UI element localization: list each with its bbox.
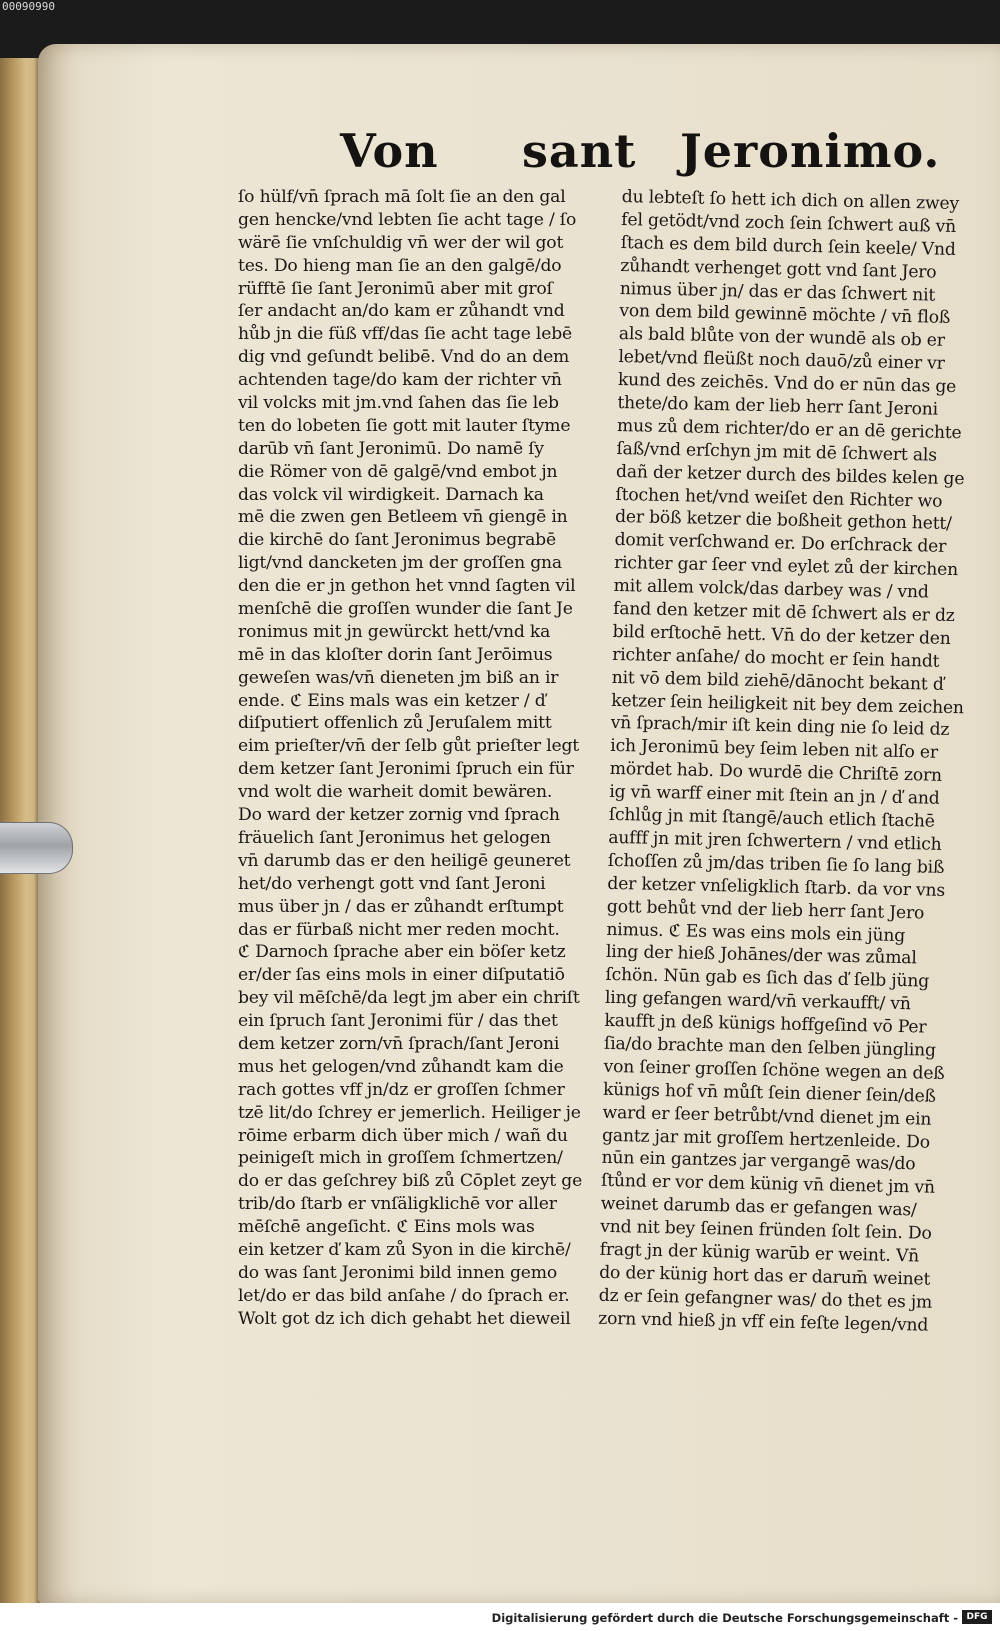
text-line: ich Jeronimū bey ſeim leben nit alſo er [610,736,939,764]
text-line: dem ketzer zorn/vn̄ ſprach/ſant Jeroni [238,1033,560,1054]
text-line: das er fürbaß nicht mer reden mocht. [238,919,560,940]
text-line: ling der hieß Johānes/der was zůmal [605,942,917,969]
text-line: mus über jn / das er zůhandt erſtumpt [238,896,564,917]
right-column [598,186,977,1338]
text-line: nit vō dem bild ziehē/dānocht bekant ď [611,667,944,695]
text-line: ſchoſſen zů jm/das triben ſie ſo lang biß [607,850,945,878]
text-line: als bald blůte von der wundē als ob er [618,324,945,352]
text-line: ſtach es dem bild durch ſein keele/ Vnd [620,232,956,260]
text-line: das volck vil wirdigkeit. Darnach ka [238,484,544,505]
text-line: dz er ſein gefangner was/ do thet es jm [598,1285,933,1313]
footer-credit: Digitalisierung gefördert durch die Deutsche Forschungsgemeinschaft - [491,1611,958,1625]
text-line: ſchlůg jn mit ſtangē/auch etlich ſtachē [608,804,935,832]
text-line: richter gar ſeer vnd eylet zů der kirchen [613,553,959,581]
text-line: ſtůnd er vor dem künig vn̄ dienet jm vn̄ [600,1171,936,1199]
text-line: ein ſpruch ſant Jeronimi für / das thet [238,1011,558,1032]
text-line: vnd wolt die warheit domit bewären. [238,782,553,803]
text-line: darūb vn̄ ſant Jeronimū. Do namē ſy [238,438,544,459]
text-line: let/do er das bild anſahe / do ſprach er. [238,1285,570,1306]
text-line: künigs hof vn̄ můſt ſein diener ſein/deß [602,1079,937,1107]
text-line: Do ward der ketzer zornig vnd ſprach [238,805,560,826]
text-line: der böß ketzer die boßheit gethon hett/ [614,507,952,535]
text-line: vnd nit bey ſeinen fründen ſolt ſein. Do [599,1216,932,1244]
text-line: weinet darumb das er gefangen was/ [600,1193,917,1221]
text-line: diſputiert offenlich zů Jeruſalem mitt [238,713,552,734]
text-line: Wolt got dz ich dich gehabt het dieweil [238,1308,571,1329]
text-line: kund des zeichēs. Vnd do er nūn das ge [617,370,957,398]
header-word-von: Von [340,124,439,178]
text-line: achtenden tage/do kam der richter vn̄ [238,370,562,391]
text-line: mus zů dem richter/do er an dē gerichte [616,415,962,444]
text-line: die kirchē do ſant Jeronimus begrabē [238,530,556,551]
text-line: von ſeiner groſſen ſchöne wegen an deß [603,1056,945,1084]
text-line: ig vn̄ warff einer mit ſtein an jn / ď and [609,782,940,809]
text-line: ronimus mit jn gewürckt hett/vnd ka [238,621,551,642]
header-word-jeronimo: Jeronimo. [680,124,941,178]
text-line: du lebteſt ſo hett ich dich on allen zwey [621,186,960,215]
text-line: fräuelich ſant Jeronimus het gelogen [238,827,551,848]
text-line: der ketzer vnſeligklich ſtarb. da vor vns [607,873,946,901]
text-line: von dem bild gewinnē möchte / vn̄ floß [619,301,951,329]
text-line: bey vil mēſchē/da legt jm aber ein chriſt [238,988,580,1009]
text-line: vil volcks mit jm.vnd ſahen das ſie leb [238,393,559,414]
text-line: ſia/do brachte man den ſelben jüngling [603,1033,937,1061]
text-line: richter anſahe/ do mocht er ſein handt [611,644,940,672]
text-line: kaufft jn deß künigs hoffgeſind vō Per [604,1010,927,1038]
text-line: ſo hülf/vn̄ ſprach mā ſolt ſie an den gal [238,187,566,207]
text-line: domit verſchwand er. Do erſchrack der [614,530,947,558]
text-line: menſchē die groſſen wunder die ſant Je [238,599,573,620]
text-line: mēſchē angeſicht. ℭ Eins mols was [238,1217,535,1238]
text-line: wärē ſie vnſchuldig vn̄ wer der wil got [238,232,564,253]
footer-bar [0,1603,1000,1631]
text-line: het/do verhengt gott vnd ſant Jeroni [238,873,546,894]
text-line: zůhandt verhenget gott vnd ſant Jero [620,255,937,283]
text-line: peinigeſt mich in groſſem ſchmertzen/ [238,1148,563,1169]
text-line: nimus. ℭ Es was eins mols ein jüng [606,919,906,946]
text-line: fragt jn der künig warūb er weint. Vn̄ [599,1239,920,1267]
text-line: mē die zwen gen Betleem vn̄ giengē in [238,507,568,528]
text-line: ten do lobeten ſie gott mit lauter ſtyme [238,415,571,436]
text-line: ling gefangen ward/vn̄ verkaufft/ vn̄ [604,987,911,1015]
text-line: fand den ketzer mit dē ſchwert als er dz [612,598,955,627]
text-line: tzē lit/do ſchrey er jemerlich. Heiliger je [238,1102,581,1123]
text-line: mit allem volck/das darbey was / vnd [613,576,929,603]
text-line: do er das geſchrey biß zů Cōplet zeyt ge [238,1171,583,1192]
text-line: zorn vnd hieß jn vff ein feſte legen/vnd [598,1308,929,1336]
text-line: dig vnd geſundt belibē. Vnd do an dem [238,347,570,368]
dfg-logo-icon: DFG [962,1610,992,1624]
text-line: trib/do ſtarb er vnſäligklichē vor aller [238,1194,557,1215]
text-line: vn̄ darumb das er den heiligē geuneret [238,850,571,871]
text-line: dañ der ketzer durch des bildes kelen ge [615,461,965,489]
page-clip [0,822,73,874]
text-line: tes. Do hieng man ſie an den galgē/do [238,255,562,276]
text-line: er/der ſas eins mols in einer diſputatiō [238,965,565,986]
text-line: den die er jn gethon het vnnd ſagten vil [238,576,576,597]
text-line: ligt/vnd dancketen jm der groſſen gna [238,553,562,574]
running-header [340,124,941,184]
text-line: ℭ Darnoch ſprache aber ein böſer ketz [238,942,566,963]
text-line: gantz jar mit groſſem hertzenleide. Do [601,1125,931,1153]
text-line: fel getödt/vnd zoch ſein ſchwert auß vn̄ [621,209,957,237]
text-line: aufff jn mit jren ſchwertern / vnd etlich [608,827,942,855]
text-line: rōime erbarm dich über mich / wañ du [238,1125,568,1146]
text-line: mē in das kloſter dorin ſant Jerōimus [238,644,553,665]
text-line: ketzer ſein heiligkeit nit bey dem zeichen [611,690,964,718]
text-line: mördet hab. Do wurdē die Chriſtē zorn [609,759,943,787]
left-column [238,186,590,1331]
text-line: hůb jn die füß vff/das ſie acht tage lebē [238,324,572,345]
text-line: gott behůt vnd der lieb herr ſant Jero [606,896,925,924]
text-line: nūn ein gantzes jar vergangē was/do [601,1148,916,1175]
text-line: vn̄ ſprach/mir iſt kein ding nie ſo leid dz [610,713,950,741]
text-line: nimus über jn/ das er das ſchwert nit [619,278,936,306]
text-line: do was ſant Jeronimi bild innen gemo [238,1262,557,1283]
text-line: gen hencke/vnd lebten ſie acht tage / ſo [238,209,577,230]
text-line: rüfftē ſie ſant Jeronimū aber mit groſ [238,278,553,299]
text-line: thete/do kam der lieb herr ſant Jeroni [617,392,939,420]
text-line: rach gottes vff jn/dz er groſſen ſchmer [238,1079,565,1100]
text-line: ende. ℭ Eins mals was ein ketzer / ď [238,690,546,711]
text-line: die Römer von dē galgē/vnd embot jn [238,461,558,482]
text-line: dem ketzer ſant Jeronimi ſpruch ein für [238,759,574,780]
header-word-sant: sant [522,124,637,178]
text-line: eim prieſter/vn̄ der ſelb gůt prieſter legt [238,736,579,757]
text-line: ſtochen het/vnd weiſet den Richter wo [615,484,943,512]
text-line: mus het gelogen/vnd zůhandt kam die [238,1056,564,1077]
text-line: ſchön. Nūn gab es ſich das ď ſelb jüng [605,965,930,992]
text-line: ein ketzer ď kam zů Syon in die kirchē/ [238,1239,571,1260]
text-line: ward er ſeer betrůbt/vnd dienet jm ein [602,1102,932,1130]
text-line: bild erſtochē hett. Vn̄ do der ketzer den [612,621,951,649]
text-line: lebet/vnd fleüßt noch dauō/zů einer vr [618,347,945,375]
text-line: ſaß/vnd erſchyn jm mit dē ſchwert als [616,438,938,466]
scan-id-label: 00090990 [2,0,55,13]
text-line: ſer andacht an/do kam er zůhandt vnd [238,301,565,322]
text-line: geweſen was/vn̄ dieneten jm biß an ir [238,667,559,688]
text-line: do der künig hort das er darum̄ weinet [599,1262,931,1290]
